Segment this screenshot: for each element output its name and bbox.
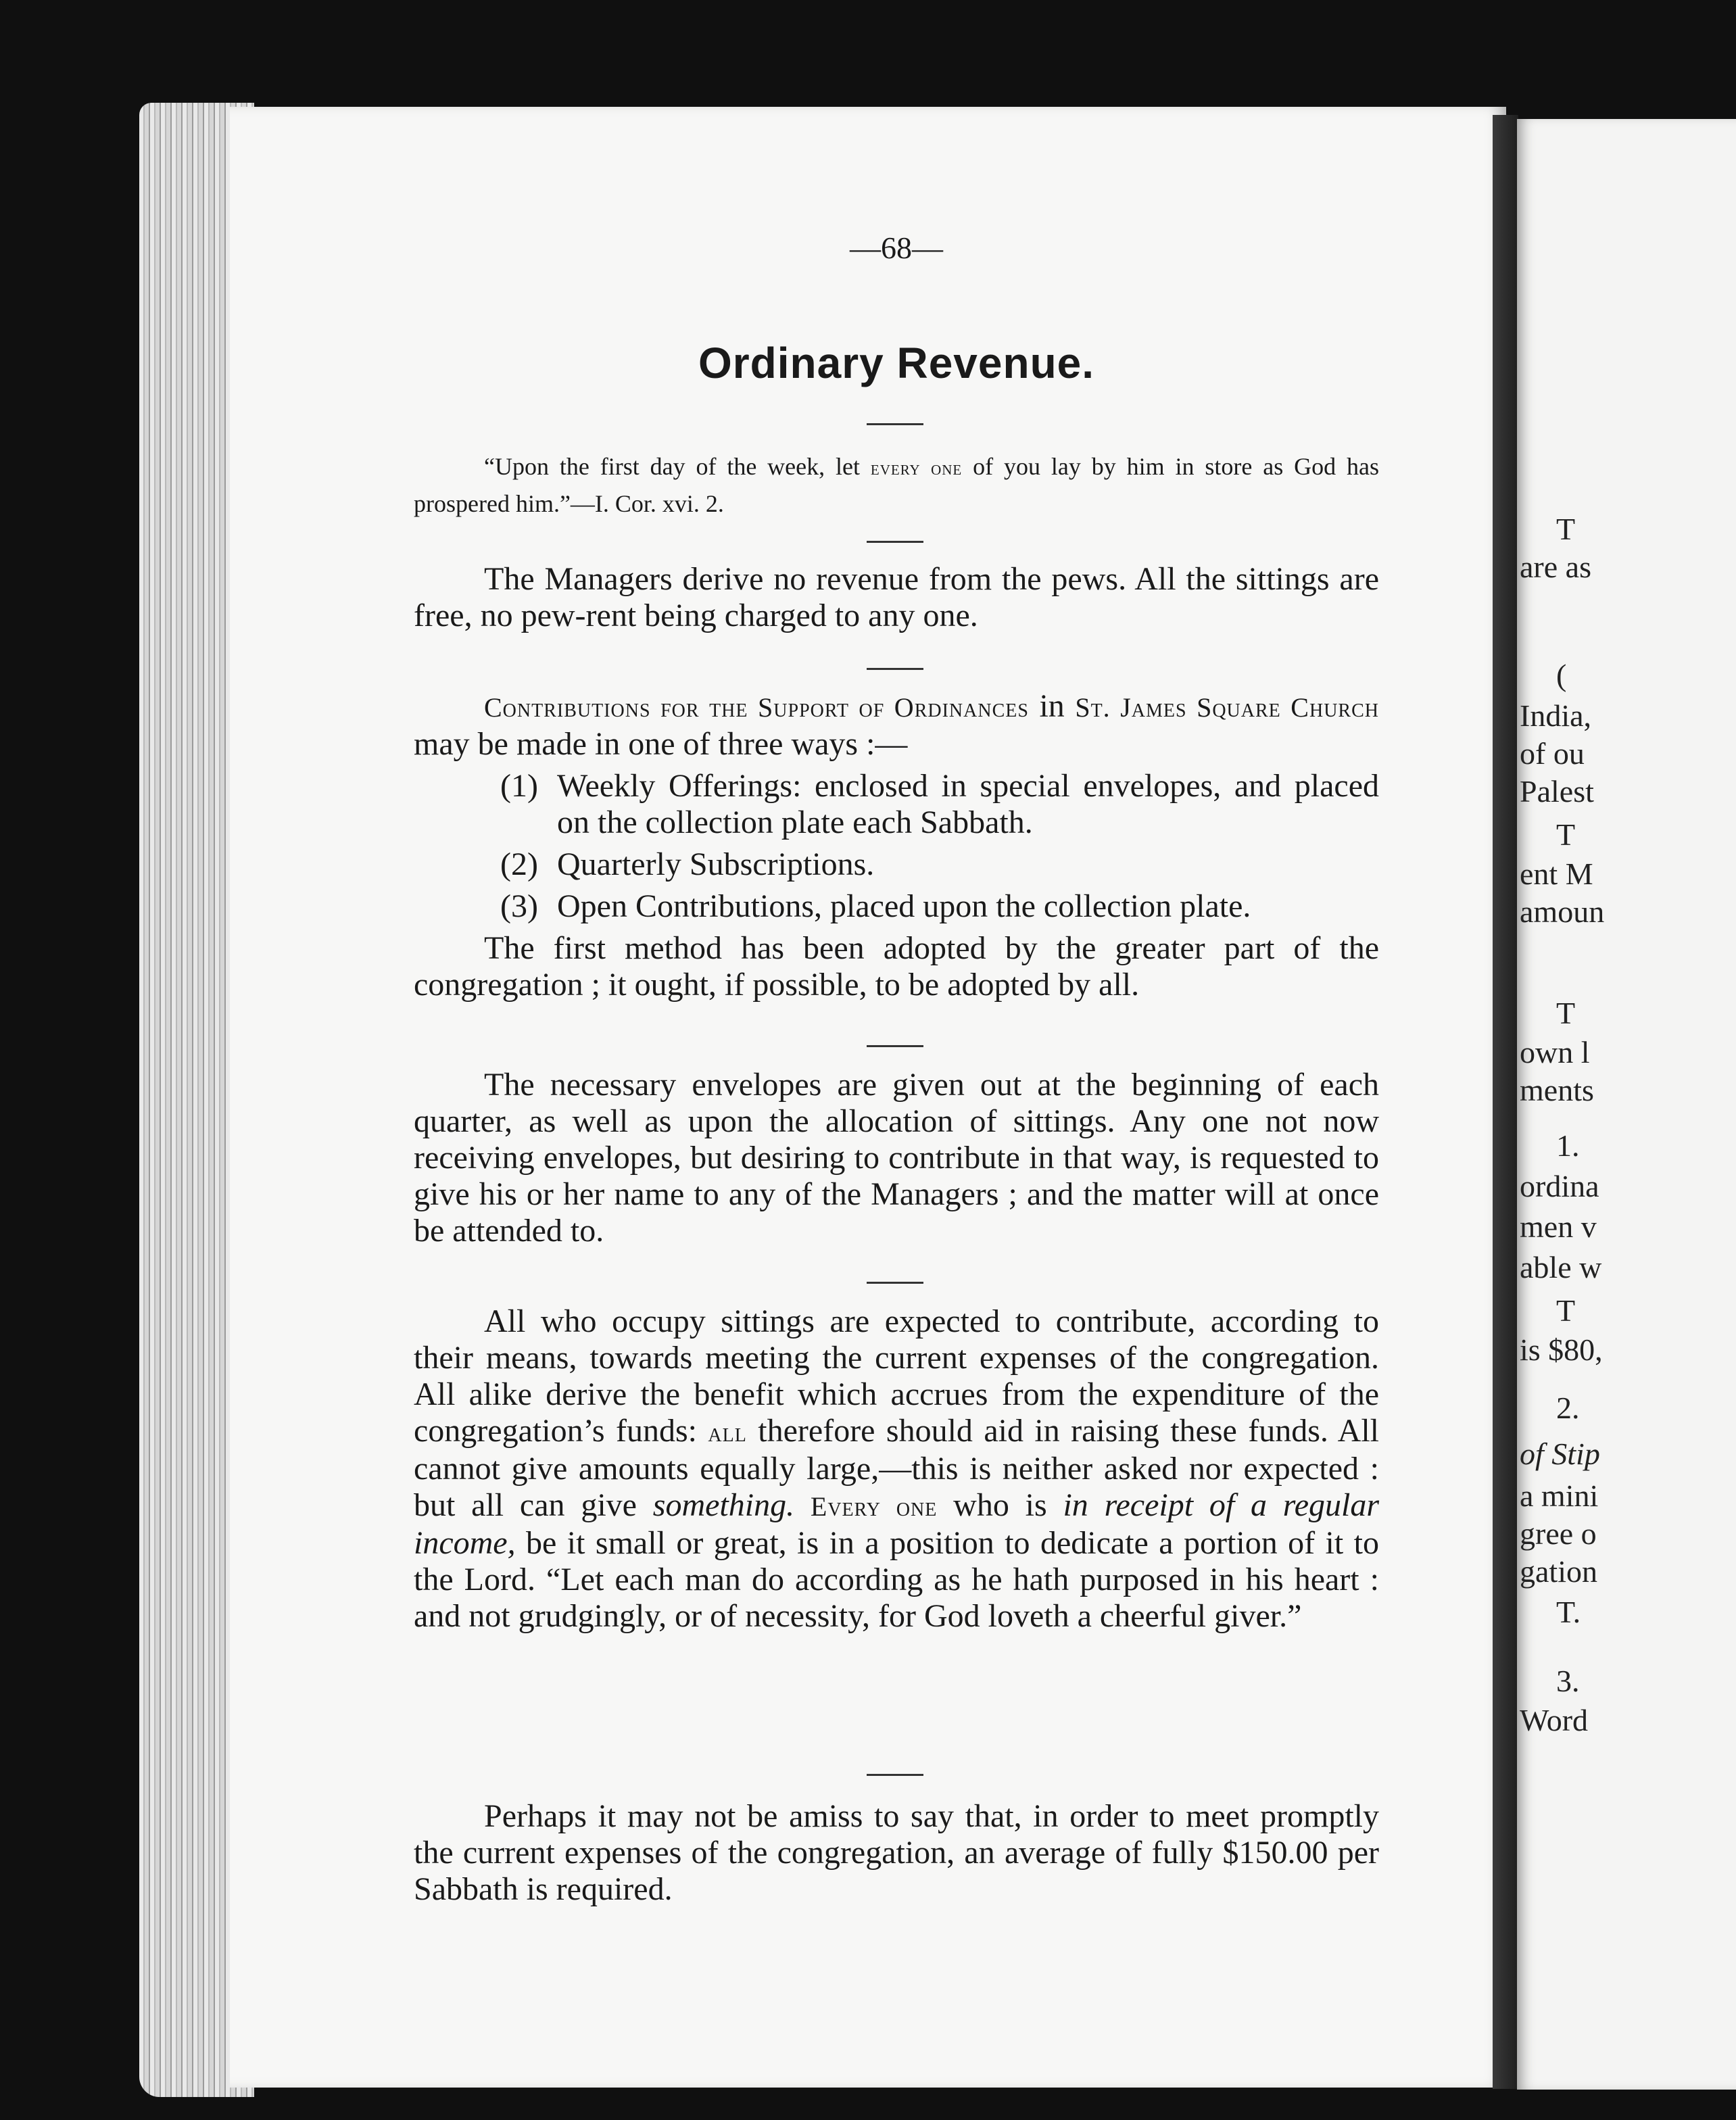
- list-item: [414, 846, 1379, 883]
- small-caps-text: Every one: [810, 1491, 938, 1522]
- list-number: (1): [500, 768, 538, 804]
- right-page-fragment: (: [1556, 658, 1567, 692]
- right-page-fragment: of Stip: [1520, 1437, 1600, 1471]
- right-page-fragment: own l: [1520, 1035, 1590, 1069]
- paragraph-text: Perhaps it may not be amiss to say that, in order to meet promptly the current expenses of the congregation, an average of fully $150.00 per Sabbath is required.: [414, 1798, 1379, 1907]
- paragraph-text: be it small or great, is in a position to dedicate a portion of it to the Lord. “Let each man do according as he hath purposed in his heart : and not grudgingly, or of necessity, for God loveth a cheerful giver.”: [414, 1525, 1379, 1634]
- right-page-fragment: Word: [1520, 1703, 1589, 1737]
- right-page-fragment: T.: [1556, 1595, 1581, 1629]
- small-caps-text: Contributions for the Support of Ordinances: [484, 692, 1029, 723]
- italic-text: something.: [652, 1487, 795, 1523]
- book-gutter: [1493, 115, 1518, 2089]
- paragraph: [414, 1798, 1379, 1908]
- paragraph-text: The first method has been adopted by the greater part of the congregation ; it ought, if possible, to be adopted by all.: [414, 930, 1379, 1003]
- paragraph-text: in: [1028, 688, 1076, 724]
- right-page-fragment: 1.: [1556, 1128, 1580, 1163]
- right-page-fragment: T: [1556, 1293, 1576, 1328]
- right-page-fragment: 3.: [1556, 1664, 1580, 1698]
- page-title: Ordinary Revenue.: [698, 339, 1095, 387]
- right-page-fragment: ent M: [1520, 857, 1593, 891]
- list-number: (2): [500, 846, 538, 882]
- paragraph: [414, 1303, 1379, 1635]
- divider-rule: [867, 668, 923, 670]
- right-page-fragment: gree o: [1520, 1516, 1597, 1551]
- list-number: (3): [500, 888, 538, 924]
- paragraph: [414, 688, 1379, 1003]
- paragraph-text: All who occupy sittings are expected to contribute, according to their means, towards meeting the current expenses of the congregation. All alike derive the benefit which accrues from the expenditure of the congregation’s funds:: [414, 1303, 1379, 1449]
- divider-rule: [867, 541, 923, 543]
- right-page-fragment: India,: [1520, 698, 1592, 733]
- list-text: Quarterly Subscriptions.: [557, 846, 875, 882]
- list-item: [414, 888, 1379, 925]
- small-caps-text: all: [708, 1417, 747, 1447]
- list-item: [414, 768, 1379, 841]
- right-page-fragment: a mini: [1520, 1478, 1599, 1513]
- right-page-fragment: Palest: [1520, 774, 1594, 809]
- italic-text: in receipt of a regular income,: [414, 1487, 1380, 1561]
- paragraph-text: The necessary envelopes are given out at the beginning of each quarter, as well as upon the allocation of sittings. Any one not now receiving envelopes, but desiring to contribute in that way, is requested to give his or her name to any of the Managers ; and the matter will at once be attended to.: [414, 1067, 1379, 1249]
- paragraph: [414, 561, 1379, 634]
- list-text: Open Contributions, placed upon the collection plate.: [557, 888, 1251, 924]
- right-page-fragment: ordina: [1520, 1169, 1599, 1203]
- right-page-fragment: ments: [1520, 1073, 1594, 1107]
- right-page-fragment: of ou: [1520, 736, 1585, 771]
- right-page-fragment: are as: [1520, 550, 1591, 584]
- right-page-fragment: T: [1556, 817, 1576, 852]
- paragraph-text: may be made in one of three ways :—: [414, 726, 908, 762]
- right-page-fragment: is $80,: [1520, 1332, 1603, 1367]
- paragraph-text: who is: [937, 1487, 1063, 1523]
- right-page-fragment: able w: [1520, 1250, 1602, 1284]
- paragraph-text: therefore should aid in raising these funds. All cannot give amounts equally large,—this is neither asked nor expected : but all can give: [414, 1413, 1379, 1523]
- right-page-fragment: amoun: [1520, 894, 1605, 929]
- right-page-fragment: gation: [1520, 1554, 1597, 1589]
- right-page: [1517, 119, 1736, 2090]
- divider-rule: [867, 1774, 923, 1776]
- divider-rule: [867, 1282, 923, 1284]
- small-caps-text: St. James Square Church: [1075, 692, 1379, 723]
- paragraph-text: The Managers derive no revenue from the pews. All the sittings are free, no pew-rent being charged to any one.: [414, 561, 1379, 633]
- divider-rule: [867, 423, 923, 425]
- list-text: Weekly Offerings: enclosed in special envelopes, and placed on the collection plate each Sabbath.: [557, 768, 1379, 840]
- epigraph-emphasis: every one: [870, 457, 963, 479]
- right-page-fragment: T: [1556, 996, 1576, 1030]
- epigraph: [414, 449, 1379, 521]
- epigraph-text: “Upon the first day of the week, let: [484, 453, 871, 480]
- right-page-fragment: 2.: [1556, 1391, 1580, 1425]
- epigraph-text: of you lay by him in store as God has prospered him.”—I. Cor. xvi. 2.: [414, 453, 1379, 517]
- page-number: —68—: [850, 231, 943, 265]
- divider-rule: [867, 1045, 923, 1047]
- paragraph-text: [794, 1487, 811, 1523]
- right-page-fragment: men v: [1520, 1209, 1597, 1244]
- right-page-fragment: T: [1556, 512, 1576, 546]
- ways-list: [414, 768, 1379, 925]
- paragraph: [414, 1067, 1379, 1249]
